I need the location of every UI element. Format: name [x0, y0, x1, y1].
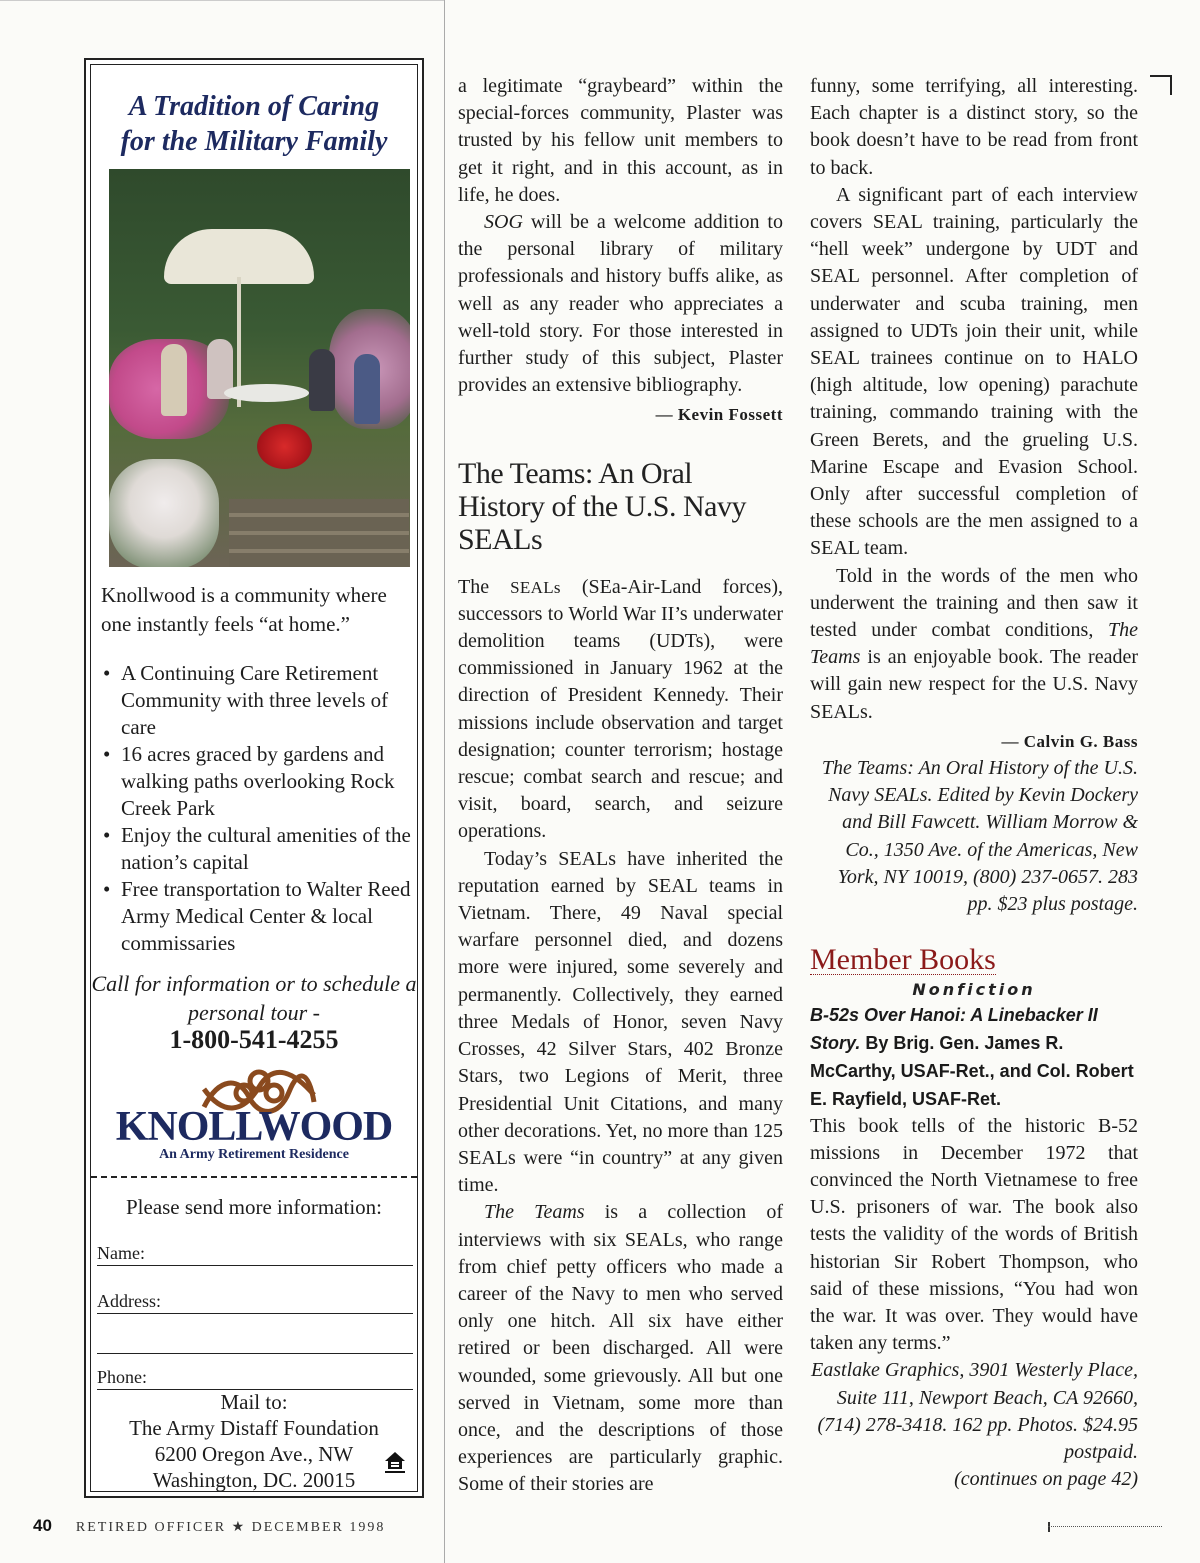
member-books-heading: Member Books [810, 943, 996, 977]
end-mark [1048, 1522, 1050, 1532]
paragraph: A significant part of each interview covers SEAL training, particularly the “hell week” undergone by UDT and SEAL personnel. After completion of underwater and scuba training, men assigned to UDTs join their unit, while SEAL trainees continue on to HALO (high altitude, low opening) parachute training, commando training with the Green Berets, and the grueling U.S. Marine Escape and Evasion School. Only after successful completion of these schools are the men assigned to a SEAL team. [810, 183, 1138, 560]
book-reference: Eastlake Graphics, 3901 Westerly Place, Suite 111, Newport Beach, CA 92660, (714) 278-3418. 162 pp. Photos. $24.95 postpaid. [811, 1359, 1138, 1463]
paragraph [458, 1199, 783, 1498]
column-corner-mark [1150, 75, 1172, 95]
top-rule [0, 0, 444, 1]
garden-photo [109, 169, 410, 567]
mailing-address [91, 1389, 417, 1493]
ad-phone-number[interactable]: 1-800-541-4255 [169, 1025, 339, 1054]
ad-inner-frame [90, 64, 418, 1492]
paragraph-text: Told in the words of the men who underwent the training and then saw it tested under combat conditions, [810, 564, 1138, 642]
ad-title-line2: for the Military Family [120, 126, 388, 157]
mail-org: The Army Distaff Foundation [129, 1416, 379, 1440]
ad-bullet-list [101, 660, 411, 957]
umbrella-shape [164, 229, 314, 284]
review-heading: The Teams: An Oral History of the U.S. Navy SEALs [458, 456, 746, 556]
column-divider [444, 0, 445, 1563]
ad-bullet: • A Continuing Care Retirement Community with three levels of care [101, 660, 411, 741]
resident-figure [309, 349, 335, 411]
book-title-ref: The Teams [484, 1201, 585, 1224]
paragraph [458, 209, 783, 399]
mail-to-label: Mail to: [220, 1390, 288, 1414]
paragraph: This book tells of the historic B-52 missions in December 1972 that convinced the North Vietnamese to free U.S. prisoners of war. The book also tests the validity of the words of British historian Sir Robert Thompson, who said of these missions, “You had won the war. It was over. They would have taken any terms.” [810, 1114, 1138, 1355]
small-caps-term: SEALs [510, 577, 561, 597]
ad-title-line1: A Tradition of Caring [128, 91, 380, 122]
address-field[interactable]: Address: [97, 1291, 413, 1314]
mail-city: Washington, DC. 20015 [152, 1468, 356, 1492]
knollwood-advertisement [84, 58, 424, 1498]
article-column-2 [810, 73, 1138, 1493]
paragraph-text: (SEa-Air-Land forces), successors to World War II’s underwater demolition teams (UDTs), were commissioned in January 1962 at the direction of President Kennedy. Their missions include observation and target designation; counter terrorism; hostage rescue; combat search and rescue; and visit, board, search, and seizure operations. [458, 575, 784, 843]
stone-steps [229, 499, 409, 567]
mail-street: 6200 Oregon Ave., NW [154, 1442, 354, 1466]
ad-intro: Knollwood is a community where one instantly feels “at home.” [101, 583, 387, 636]
book-entry-title [810, 1001, 1138, 1113]
book-authors: By Brig. Gen. James R. McCarthy, USAF-Ret., and Col. Robert E. Rayfield, USAF-Ret. [810, 1032, 1134, 1109]
end-dotted-rule [1048, 1526, 1162, 1527]
reviewer-signature: — Calvin G. Bass [1001, 731, 1138, 751]
nonfiction-label: Nonfiction [912, 979, 1036, 999]
paragraph-text: is an enjoyable book. The reader will gain new respect for the U.S. Navy SEALs. [810, 646, 1138, 723]
paragraph-text: The [458, 575, 511, 598]
ad-bullet: • Free transportation to Walter Reed Army Medical Center & local commissaries [101, 876, 411, 957]
book-title-ref: SOG [484, 211, 523, 234]
publication-line: RETIRED OFFICER ★ DECEMBER 1998 [75, 1520, 386, 1535]
garden-table [224, 384, 309, 402]
book-reference: The Teams: An Oral History of the U.S. Navy SEALs. Edited by Kevin Dockery and Bill Fawcett. William Morrow & Co., 1350 Ave. of the Americas, New York, NY 10019, (800) 237-0657. 283 pp. $23 plus postage. [821, 757, 1138, 916]
name-field[interactable]: Name: [97, 1243, 413, 1266]
paragraph [458, 574, 783, 846]
phone-field[interactable]: Phone: [97, 1367, 413, 1390]
coupon-cut-line [91, 1176, 417, 1178]
continues-note: (continues on page 42) [954, 1468, 1138, 1491]
paragraph: a legitimate “graybeard” within the special-forces community, Plaster was trusted by his fellow unit members to get it right, and in this account, as in life, he does. [458, 75, 783, 206]
paragraph: funny, some terrifying, all interesting. Each chapter is a distinct story, so the book doesn’t have to be read from front to back. [810, 75, 1138, 179]
page-number: 40 [33, 1516, 52, 1535]
paragraph-text: is a collection of interviews with six SEALs, who range from chief petty officers who made a career of the Navy to men who served only one hitch. All six have either retired or been discharged. All were wounded, some grievously. All but one served in Vietnam, some more than once, and the descriptions of those experiences are particularly graphic. Some of their stories are [458, 1201, 784, 1496]
flower-pot [257, 424, 312, 469]
reviewer-signature: — Kevin Fossett [655, 405, 783, 425]
article-column-1 [458, 73, 783, 1499]
coupon-heading: Please send more information: [125, 1195, 383, 1219]
equal-housing-icon [383, 1449, 407, 1475]
ad-title [91, 89, 417, 159]
paragraph: Today’s SEALs have inherited the reputation earned by SEAL teams in Vietnam. There, 49 Naval special warfare personnel died, and dozens more were injured, some severely and permanently. Collectively, they earned three Medals of Honor, seven Navy Crosses, 42 Silver Stars, 402 Bronze Stars, two Legions of Merit, three Presidential Unit Citations, and many other decorations. Yet, no more than 125 SEALs were “in country” at any given time. [458, 847, 783, 1197]
knollwood-tagline: An Army Retirement Residence [159, 1147, 349, 1162]
book-title: B-52s Over Hanoi: A Linebacker II Story. [810, 1004, 1098, 1053]
ad-bullet: • 16 acres graced by gardens and walking paths overlooking Rock Creek Park [101, 741, 411, 822]
knollwood-wordmark: KNOLLWOOD [115, 1104, 393, 1150]
page-footer [33, 1516, 385, 1536]
resident-figure [354, 354, 380, 424]
paragraph [810, 563, 1138, 726]
white-azaleas [109, 459, 219, 567]
book-title-ref: The Teams [810, 619, 1138, 669]
address-field-line2[interactable] [97, 1331, 413, 1354]
ad-call-text: Call for information or to schedule a personal tour - [91, 971, 417, 1025]
paragraph-text: will be a welcome addition to the personal library of military professionals and history buffs alike, as well as any reader who appreciates a well-told story. For those interested in further study of this subject, Plaster provides an extensive bibliography. [458, 211, 783, 397]
ad-bullet: • Enjoy the cultural amenities of the nation’s capital [101, 822, 411, 876]
resident-figure [161, 344, 187, 416]
